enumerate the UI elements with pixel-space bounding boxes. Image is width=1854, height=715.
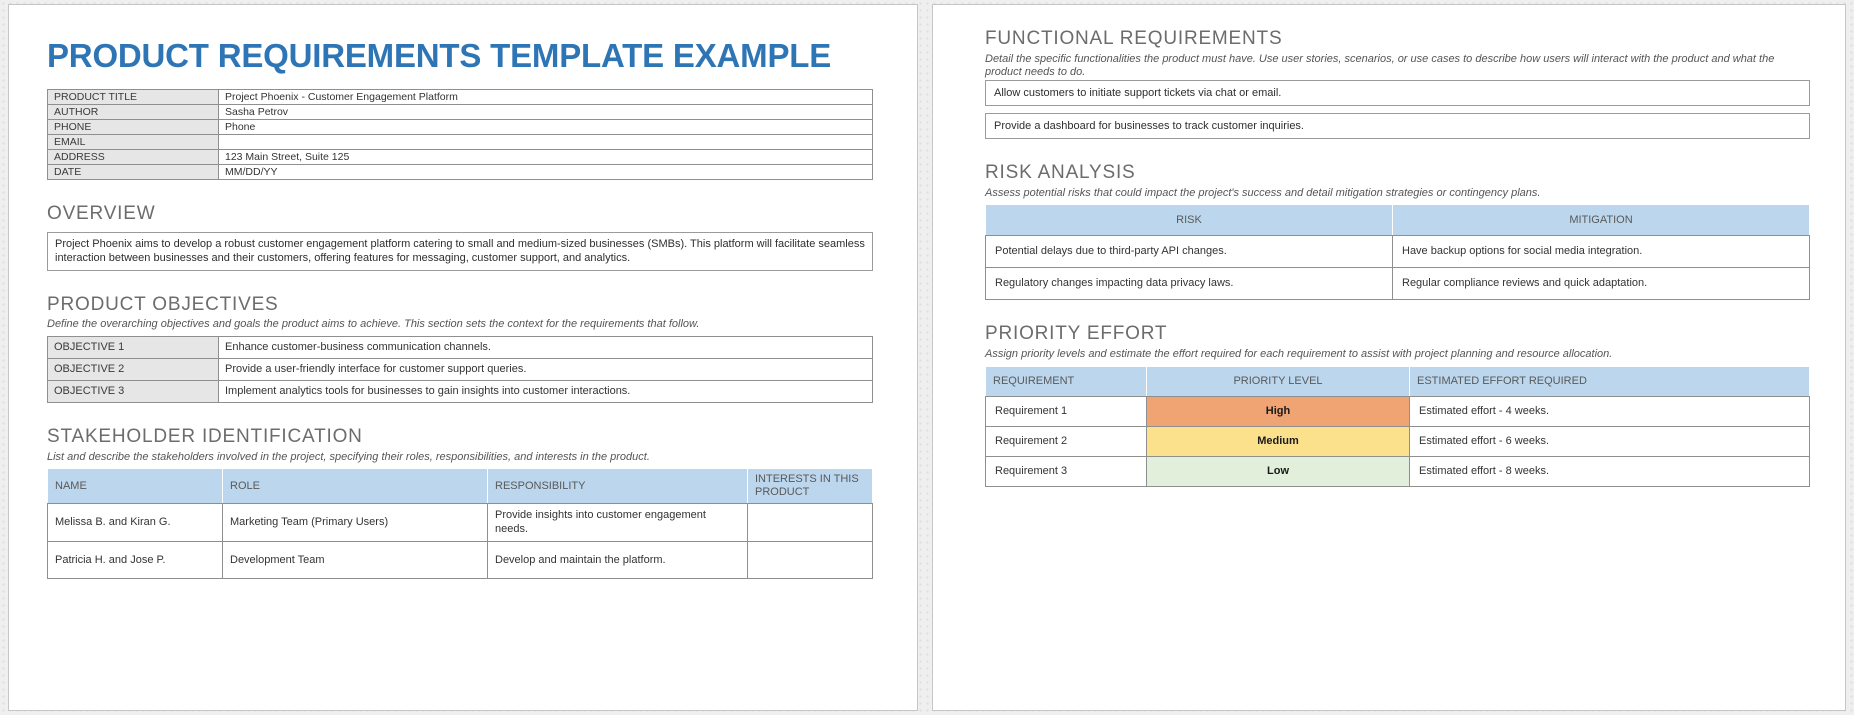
mitigation-cell: Regular compliance reviews and quick adaptation. — [1393, 268, 1810, 300]
functional-requirements-subtitle: Detail the specific functionalities the product must have. Use user stories, scenarios, or use cases to describe how users will interact with the product and what the product needs to do. — [985, 52, 1775, 79]
column-header-interests: INTERESTS IN THIS PRODUCT — [748, 469, 873, 504]
info-row-product-title — [48, 89, 873, 104]
column-header-estimated-effort: ESTIMATED EFFORT REQUIRED — [1410, 366, 1810, 396]
info-label: AUTHOR — [48, 104, 219, 119]
objective-value: Provide a user-friendly interface for customer support queries. — [219, 358, 873, 380]
info-row-author — [48, 104, 873, 119]
info-value: Sasha Petrov — [219, 104, 873, 119]
risk-table — [985, 204, 1810, 300]
objective-value: Implement analytics tools for businesses to gain insights into customer interactions. — [219, 380, 873, 402]
objective-row — [48, 380, 873, 402]
stakeholder-role: Development Team — [223, 542, 488, 579]
column-header-responsibility: RESPONSIBILITY — [488, 469, 748, 504]
product-objectives-subtitle: Define the overarching objectives and goals the product aims to achieve. This section sets the context for the requirements that follow. — [47, 318, 700, 331]
priority-level-cell: High — [1147, 396, 1410, 426]
info-label: PHONE — [48, 119, 219, 134]
stakeholder-row — [48, 542, 873, 579]
stakeholder-interests — [748, 542, 873, 579]
stakeholder-header-row — [48, 469, 873, 504]
priority-row — [986, 426, 1810, 456]
stakeholder-name: Melissa B. and Kiran G. — [48, 504, 223, 542]
functional-requirements-heading: FUNCTIONAL REQUIREMENTS — [985, 28, 1283, 49]
functional-requirement-item: Provide a dashboard for businesses to track customer inquiries. — [985, 113, 1810, 139]
priority-effort-subtitle: Assign priority levels and estimate the effort required for each requirement to assist with project planning and resource allocation. — [985, 348, 1613, 361]
column-header-priority-level: PRIORITY LEVEL — [1147, 366, 1410, 396]
functional-requirement-item: Allow customers to initiate support tickets via chat or email. — [985, 80, 1810, 106]
info-label: PRODUCT TITLE — [48, 89, 219, 104]
priority-row — [986, 396, 1810, 426]
stakeholder-subtitle: List and describe the stakeholders involved in the project, specifying their roles, responsibilities, and interests in the product. — [47, 450, 650, 463]
stakeholder-name: Patricia H. and Jose P. — [48, 542, 223, 579]
priority-row — [986, 456, 1810, 486]
column-header-name: NAME — [48, 469, 223, 504]
risk-analysis-subtitle: Assess potential risks that could impact the project's success and detail mitigation strategies or contingency plans. — [985, 186, 1541, 199]
objective-row — [48, 358, 873, 380]
requirement-cell: Requirement 2 — [986, 426, 1147, 456]
stakeholder-interests — [748, 504, 873, 542]
column-header-mitigation: MITIGATION — [1393, 205, 1810, 236]
risk-cell: Regulatory changes impacting data privacy laws. — [986, 268, 1393, 300]
objectives-table — [47, 336, 873, 403]
product-objectives-heading: PRODUCT OBJECTIVES — [47, 293, 279, 315]
overview-heading: OVERVIEW — [47, 202, 156, 224]
effort-cell: Estimated effort - 6 weeks. — [1410, 426, 1810, 456]
objective-label: OBJECTIVE 1 — [48, 336, 219, 358]
priority-effort-table — [985, 366, 1810, 487]
column-header-requirement: REQUIREMENT — [986, 366, 1147, 396]
objective-value: Enhance customer-business communication channels. — [219, 336, 873, 358]
requirement-cell: Requirement 3 — [986, 456, 1147, 486]
page-left — [8, 4, 918, 711]
priority-level-cell: Low — [1147, 456, 1410, 486]
risk-cell: Potential delays due to third-party API changes. — [986, 236, 1393, 268]
info-label: DATE — [48, 164, 219, 179]
info-row-address — [48, 149, 873, 164]
page-left-content — [47, 39, 873, 579]
priority-header-row — [986, 366, 1810, 396]
info-value: MM/DD/YY — [219, 164, 873, 179]
risk-row — [986, 268, 1810, 300]
info-row-email — [48, 134, 873, 149]
effort-cell: Estimated effort - 4 weeks. — [1410, 396, 1810, 426]
document-title: PRODUCT REQUIREMENTS TEMPLATE EXAMPLE — [47, 37, 832, 74]
risk-row — [986, 236, 1810, 268]
info-value: Project Phoenix - Customer Engagement Platform — [219, 89, 873, 104]
requirement-cell: Requirement 1 — [986, 396, 1147, 426]
objective-row — [48, 336, 873, 358]
risk-analysis-heading: RISK ANALYSIS — [985, 161, 1136, 183]
info-label: ADDRESS — [48, 149, 219, 164]
info-row-phone — [48, 119, 873, 134]
product-info-table — [47, 89, 873, 180]
mitigation-cell: Have backup options for social media integration. — [1393, 236, 1810, 268]
priority-level-cell: Medium — [1147, 426, 1410, 456]
risk-header-row — [986, 205, 1810, 236]
stakeholder-responsibility: Develop and maintain the platform. — [488, 542, 748, 579]
overview-text: Project Phoenix aims to develop a robust customer engagement platform catering to small and medium-sized businesses (SMBs). This platform will facilitate seamless interaction between businesses and their customers, offering features for messaging, customer support, and analytics. — [47, 232, 873, 271]
column-header-risk: RISK — [986, 205, 1393, 236]
objective-label: OBJECTIVE 3 — [48, 380, 219, 402]
objective-label: OBJECTIVE 2 — [48, 358, 219, 380]
effort-cell: Estimated effort - 8 weeks. — [1410, 456, 1810, 486]
priority-effort-heading: PRIORITY EFFORT — [985, 323, 1168, 345]
stakeholder-heading: STAKEHOLDER IDENTIFICATION — [47, 425, 363, 447]
info-value — [219, 134, 873, 149]
info-value: 123 Main Street, Suite 125 — [219, 149, 873, 164]
page-right-content — [985, 29, 1810, 487]
stakeholder-responsibility: Provide insights into customer engagement needs. — [488, 504, 748, 542]
stakeholder-row — [48, 504, 873, 542]
stakeholder-table — [47, 468, 873, 579]
info-row-date — [48, 164, 873, 179]
page-right — [932, 4, 1846, 711]
info-value: Phone — [219, 119, 873, 134]
stakeholder-role: Marketing Team (Primary Users) — [223, 504, 488, 542]
column-header-role: ROLE — [223, 469, 488, 504]
info-label: EMAIL — [48, 134, 219, 149]
